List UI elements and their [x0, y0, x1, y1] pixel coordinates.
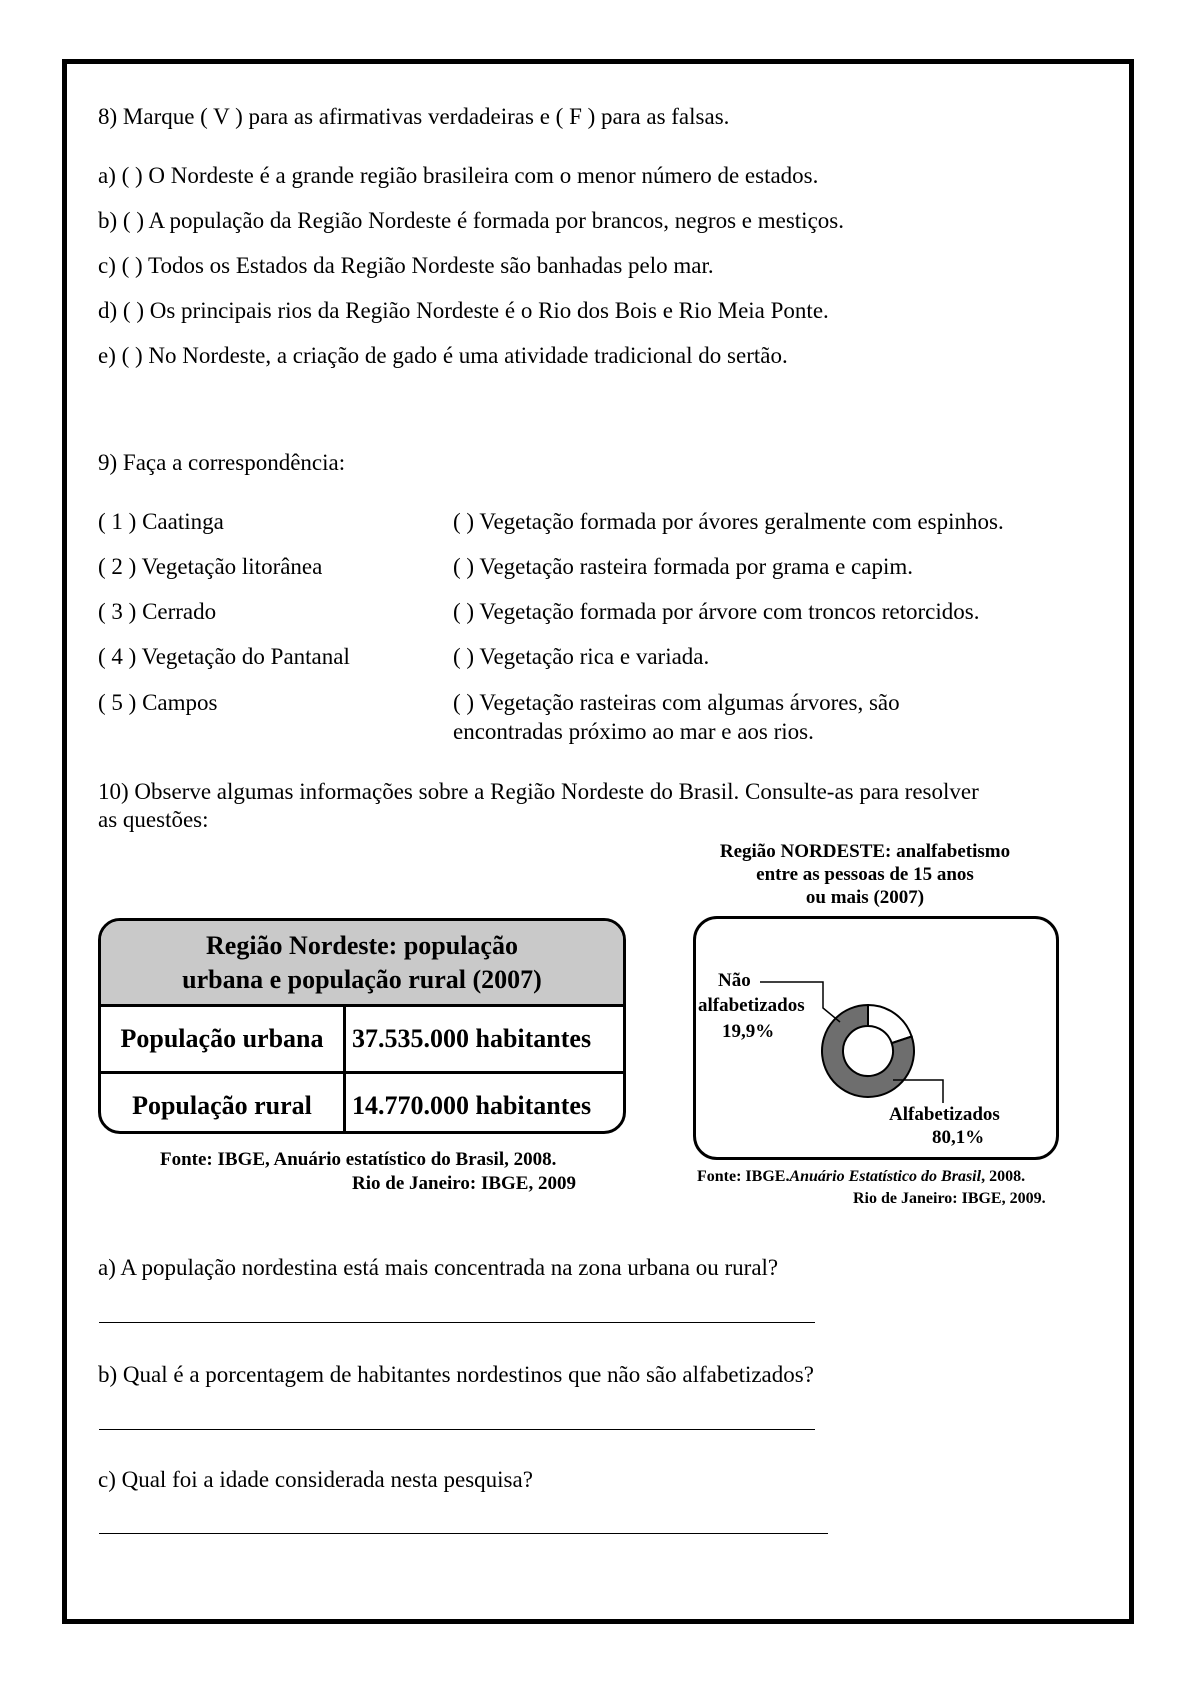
chart-title — [680, 840, 1050, 909]
chart-title-line1: Região NORDESTE: analfabetismo — [719, 841, 1011, 862]
answer-line-b[interactable] — [99, 1429, 815, 1430]
label-nao-value: 19,9% — [722, 1021, 775, 1042]
q8-heading: 8) Marque ( V ) para as afirmativas verdadeiras e ( F ) para as falsas. — [98, 104, 730, 129]
q9-left-1: ( 1 ) Caatinga — [98, 509, 224, 534]
label-nao: Não — [718, 970, 751, 991]
q10-heading: 10) Observe algumas informações sobre a Região Nordeste do Brasil. Consulte-as para resolver — [98, 779, 979, 804]
population-table-title — [101, 921, 623, 1007]
q9-right-3: ( ) Vegetação formada por árvore com troncos retorcidos. — [453, 599, 980, 624]
chart-source-prefix: Fonte: IBGE. — [697, 1168, 790, 1185]
q9-heading: 9) Faça a correspondência: — [98, 450, 346, 475]
answer-line-c[interactable] — [99, 1533, 828, 1534]
chart-source-line1 — [697, 1166, 1025, 1187]
q9-right-5: ( ) Vegetação rasteiras com algumas árvores, são — [453, 690, 900, 715]
q9-left-2: ( 2 ) Vegetação litorânea — [98, 554, 323, 579]
answer-line-a[interactable] — [99, 1322, 815, 1323]
row-label-urban: População urbana — [101, 1007, 346, 1071]
q8-item-e: e) ( ) No Nordeste, a criação de gado é uma atividade tradicional do sertão. — [98, 343, 788, 368]
q9-right-5-cont: encontradas próximo ao mar e aos rios. — [453, 719, 814, 744]
label-nao-alfabetizados: alfabetizados — [698, 995, 805, 1016]
q9-left-3: ( 3 ) Cerrado — [98, 599, 217, 624]
table-row — [101, 1074, 623, 1134]
chart-source-title: Anuário Estatístico do Brasil — [789, 1168, 982, 1185]
row-label-rural: População rural — [101, 1074, 346, 1134]
q10-question-b: b) Qual é a porcentagem de habitantes nordestinos que não são alfabetizados? — [98, 1362, 814, 1387]
q8-item-c: c) ( ) Todos os Estados da Região Nordeste são banhadas pelo mar. — [98, 253, 714, 278]
q9-left-4: ( 4 ) Vegetação do Pantanal — [98, 644, 350, 669]
q9-right-1: ( ) Vegetação formada por ávores geralmente com espinhos. — [453, 509, 1004, 534]
q8-item-d: d) ( ) Os principais rios da Região Nordeste é o Rio dos Bois e Rio Meia Ponte. — [98, 298, 829, 323]
chart-source-suffix: , 2008. — [981, 1168, 1026, 1185]
label-alfabetizados: Alfabetizados — [889, 1104, 1000, 1125]
chart-source-line2: Rio de Janeiro: IBGE, 2009. — [853, 1190, 1046, 1207]
q9-right-2: ( ) Vegetação rasteira formada por grama e capim. — [453, 554, 913, 579]
q8-item-b: b) ( ) A população da Região Nordeste é formada por brancos, negros e mestiços. — [98, 208, 844, 233]
population-table-title-line2: urbana e população rural (2007) — [182, 965, 542, 994]
q8-item-a: a) ( ) O Nordeste é a grande região brasileira com o menor número de estados. — [98, 163, 819, 188]
chart-title-line2: entre as pessoas de 15 anos — [756, 864, 974, 885]
label-alf-value: 80,1% — [932, 1127, 985, 1148]
row-value-urban: 37.535.000 habitantes — [352, 1024, 592, 1053]
table-source-line2: Rio de Janeiro: IBGE, 2009 — [352, 1173, 576, 1194]
q9-left-5: ( 5 ) Campos — [98, 690, 218, 715]
q9-right-4: ( ) Vegetação rica e variada. — [453, 644, 710, 669]
q10-question-c: c) Qual foi a idade considerada nesta pesquisa? — [98, 1467, 533, 1492]
population-table-title-line1: Região Nordeste: população — [206, 931, 518, 960]
population-table — [98, 918, 626, 1134]
row-value-rural: 14.770.000 habitantes — [352, 1091, 592, 1120]
q10-question-a: a) A população nordestina está mais concentrada na zona urbana ou rural? — [98, 1255, 779, 1280]
chart-title-line3: ou mais (2007) — [805, 887, 925, 908]
q10-heading-cont: as questões: — [98, 807, 209, 832]
table-source-line1: Fonte: IBGE, Anuário estatístico do Brasil, 2008. — [160, 1149, 557, 1170]
table-row — [101, 1007, 623, 1074]
